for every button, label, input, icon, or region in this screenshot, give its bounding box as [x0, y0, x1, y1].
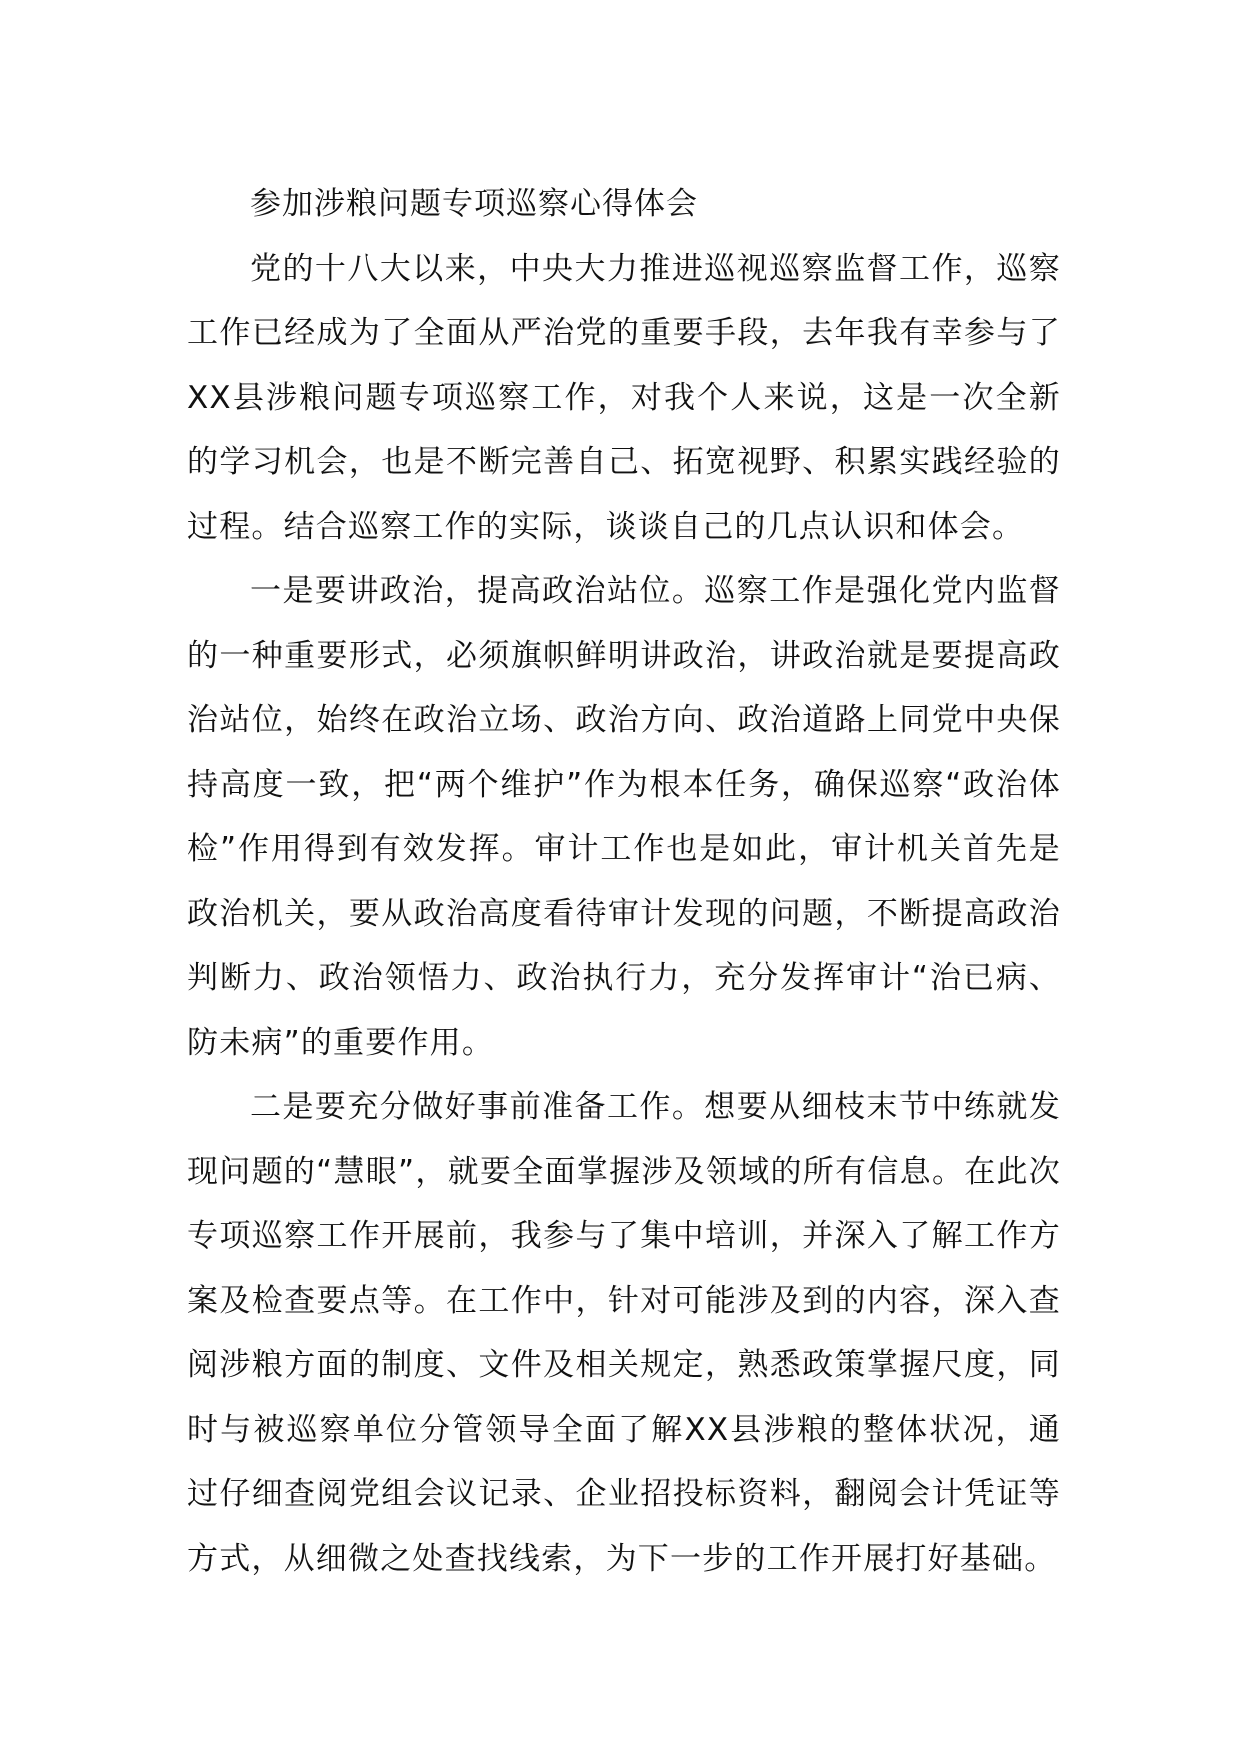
document-title: 参加涉粮问题专项巡察心得体会 [250, 186, 698, 222]
paragraph-intro: 党的十八大以来，中央大力推进巡视巡察监督工作，巡察工作已经成为了全面从严治党的重要手段，去年我有幸参与了XX县涉粮问题专项巡察工作，对我个人来说，这是一次全新的学习机会，也是不断完善自己、拓宽视野、积累实践经验的过程。结合巡察工作的实际，谈谈自己的几点认识和体会。 [187, 250, 1061, 545]
paragraph-politics: 一是要讲政治，提高政治站位。巡察工作是强化党内监督的一种重要形式，必须旗帜鲜明讲政治，讲政治就是要提高政治站位，始终在政治立场、政治方向、政治道路上同党中央保持高度一致，把“两个维护”作为根本任务，确保巡察“政治体检”作用得到有效发挥。审计工作也是如此，审计机关首先是政治机关，要从政治高度看待审计发现的问题，不断提高政治判断力、政治领悟力、政治执行力，充分发挥审计“治已病、防未病”的重要作用。 [187, 573, 1061, 1061]
paragraph-preparation: 二是要充分做好事前准备工作。想要从细枝末节中练就发现问题的“慧眼”，就要全面掌握涉及领域的所有信息。在此次专项巡察工作开展前，我参与了集中培训，并深入了解工作方案及检查要点等。在工作中，针对可能涉及到的内容，深入查阅涉粮方面的制度、文件及相关规定，熟悉政策掌握尺度，同时与被巡察单位分管领导全面了解XX县涉粮的整体状况，通过仔细查阅党组会议记录、企业招投标资料，翻阅会计凭证等方式，从细微之处查找线索，为下一步的工作开展打好基础。 [187, 1089, 1061, 1577]
document-body [187, 172, 1061, 1591]
